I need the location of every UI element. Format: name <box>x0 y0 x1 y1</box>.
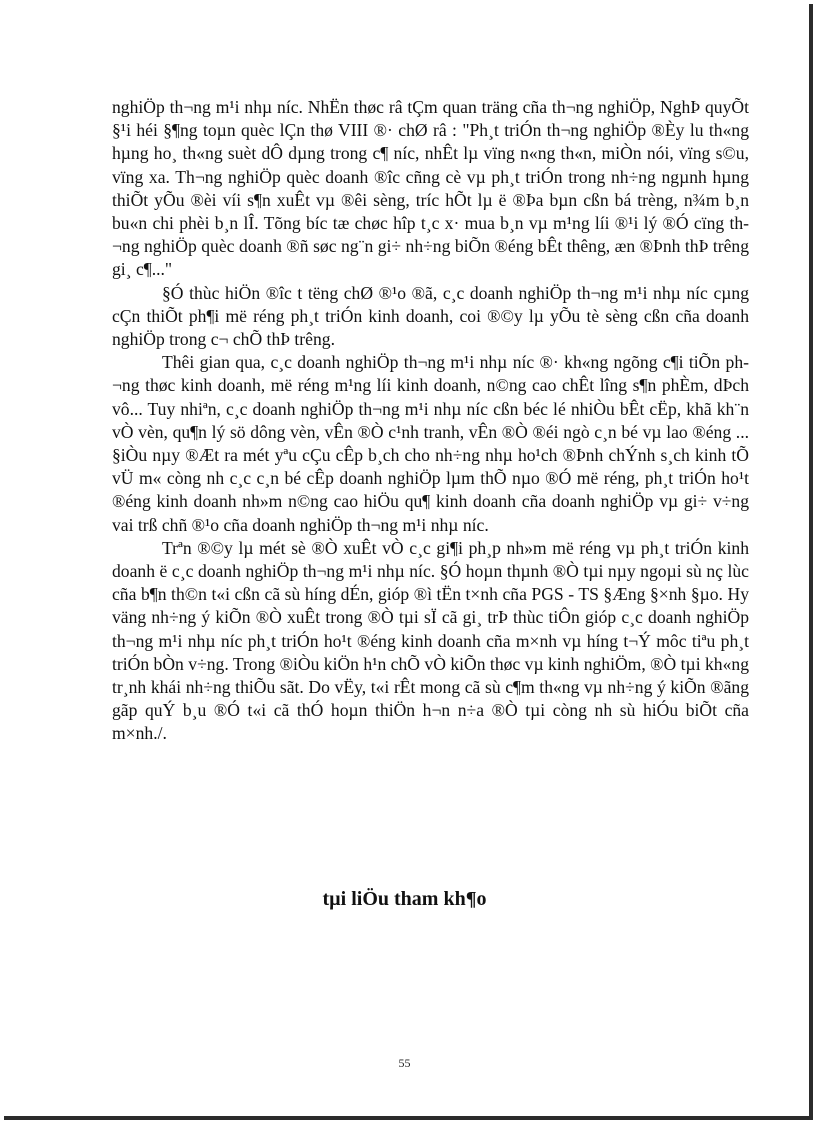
paragraph: Trªn ®©y lµ mét sè ®Ò xuÊt vÒ c¸c gi¶i ph¸p nh»m më réng vµ ph¸t triÓn kinh doanh ë c¸c doanh nghiÖp th¬ng m¹i nhµ níc. §Ó hoµn thµnh ®Ò tµi nµy ngoµi sù nç lùc cña b¶n th©n t«i cßn cã sù híng dÉn, gióp ®ì tËn t×nh cña PGS - TS §Æng §×nh §µo. Hy väng nh÷ng ý kiÕn ®Ò xuÊt trong ®Ò tµi sÏ cã gi¸ trÞ thùc tiÔn gióp c¸c doanh nghiÖp th¬ng m¹i nhµ níc ph¸t triÓn ho¹t ®éng kinh doanh cña m×nh vµ híng t¬Ý môc tiªu ph¸t triÓn bÒn v÷ng. Trong ®iÒu kiÖn h¹n chÕ vÒ kiÕn thøc vµ kinh nghiÖm, ®Ò tµi kh«ng tr¸nh khái nh÷ng thiÕu sãt. Do vËy, t«i rÊt mong cã sù c¶m th«ng vµ nh÷ng ý kiÕn ®ãng gãp quÝ b¸u ®Ó t«i cã thÓ hoµn thiÖn h¬n n÷a ®Ò tµi còng nh sù hiÓu biÕt cña m×nh./. <box>112 537 749 744</box>
paragraph: §Ó thùc hiÖn ®îc t tëng chØ ®¹o ®ã, c¸c doanh nghiÖp th¬ng m¹i nhµ níc cµng cÇn thiÕt ph¶i më réng ph¸t triÓn kinh doanh, coi ®©y lµ yÕu tè sèng cßn cña doanh nghiÖp trong c¬ chÕ thÞ trêng. <box>112 282 749 350</box>
body-text <box>112 96 749 746</box>
references-heading: tµi liÖu tham kh¶o <box>322 888 487 910</box>
page-number: 55 <box>398 1056 411 1070</box>
paragraph: Thêi gian qua, c¸c doanh nghiÖp th¬ng m¹i nhµ níc ®· kh«ng ngõng c¶i tiÕn ph¬ng thøc kinh doanh, më réng m¹ng líi kinh doanh, n©ng cao chÊt lîng s¶n phÈm, dÞch vô... Tuy nhiªn, c¸c doanh nghiÖp th¬ng m¹i nhµ níc cßn béc lé nhiÒu bÊt cËp, khã kh¨n vÒ vèn, qu¶n lý sö dông vèn, vÊn ®Ò c¹nh tranh, vÊn ®Ò ®éi ngò c¸n bé vµ lao ®éng ... §iÒu nµy ®Æt ra mét yªu cÇu cÊp b¸ch cho nh÷ng nhµ ho¹ch ®Þnh chÝnh s¸ch kinh tÕ vÜ m« còng nh c¸c c¸n bé cÊp doanh nghiÖp lµm thÕ nµo ®Ó më réng, ph¸t triÓn ho¹t ®éng kinh doanh nh»m n©ng cao hiÖu qu¶ kinh doanh cña doanh nghiÖp vµ gi÷ v÷ng vai trß chñ ®¹o cña doanh nghiÖp th¬ng m¹i nhµ níc. <box>112 352 749 535</box>
paragraph-continuation: nghiÖp th¬ng m¹i nhµ níc. NhËn thøc râ tÇm quan träng cña th¬ng nghiÖp, NghÞ quyÕt §¹i héi §¶ng toµn quèc lÇn thø VIII ®· chØ râ : "Ph¸t triÓn th¬ng nghiÖp ®Èy lu th«ng hµng ho¸ th«ng suèt dÔ dµng trong c¶ níc, nhÊt lµ vïng n«ng th«n, miÒn nói, vïng s©u, vïng xa. Th¬ng nghiÖp quèc doanh ®îc cñng cè vµ ph¸t triÓn trong nh÷ng ngµnh hµng thiÕt yÕu ®èi víi s¶n xuÊt vµ ®êi sèng, tríc hÕt lµ ë ®Þa bµn cßn bá trèng, n¾m b¸n bu«n chi phèi b¸n lÎ. Tõng bíc tæ chøc hîp t¸c x· mua b¸n vµ m¹ng líi ®¹i lý ®Ó cïng th¬ng nghiÖp quèc doanh ®ñ søc ng¨n gi÷ nh÷ng biÕn ®éng bÊt thêng, æn ®Þnh thÞ trêng gi¸ c¶..." <box>112 97 749 280</box>
